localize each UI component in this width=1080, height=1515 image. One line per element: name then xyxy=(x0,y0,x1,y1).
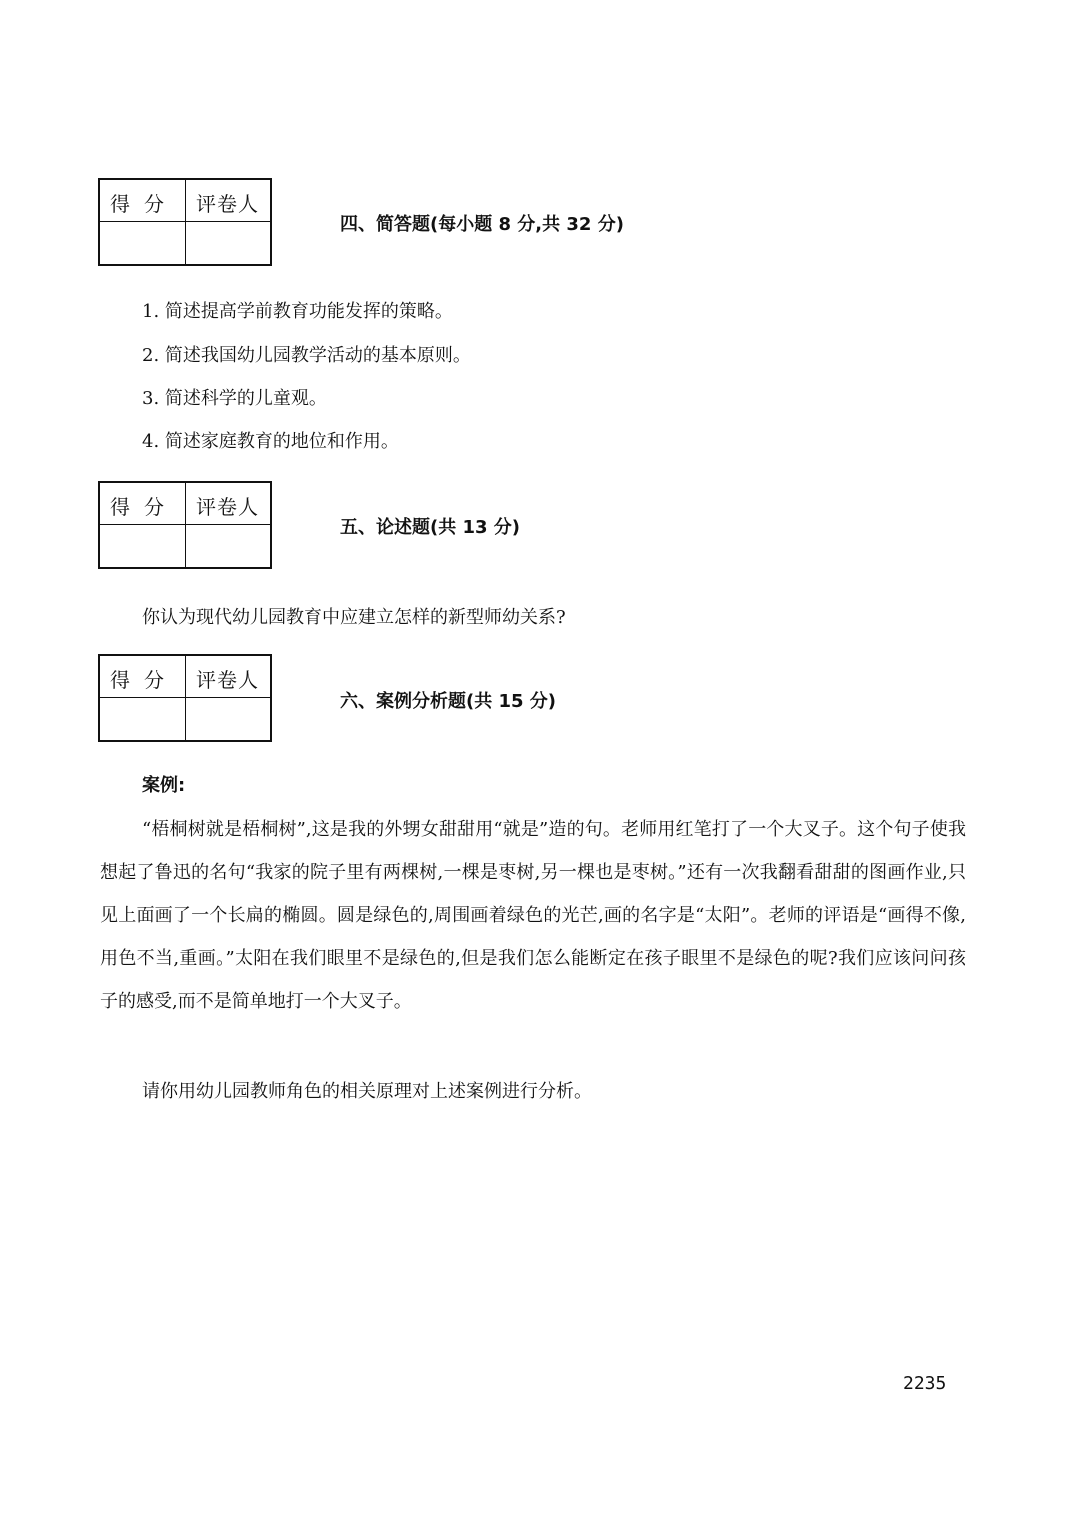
grader-label: 评卷人 xyxy=(196,192,259,216)
section-4-title: 四、简答题(每小题 8 分,共 32 分) xyxy=(340,214,624,235)
question-4-1: 1. 简述提高学前教育功能发挥的策略。 xyxy=(142,301,453,322)
section-6-title: 六、案例分析题(共 15 分) xyxy=(340,691,557,712)
score-table-section-5 xyxy=(98,481,272,569)
score-label: 得分 xyxy=(110,495,178,519)
table-divider-vertical xyxy=(185,180,186,264)
grader-label: 评卷人 xyxy=(196,668,259,692)
question-4-4: 4. 简述家庭教育的地位和作用。 xyxy=(142,431,399,452)
case-text: “梧桐树就是梧桐树”,这是我的外甥女甜甜用“就是”造的句。老师用红笔打了一个大叉子。这个句子使我想起了鲁迅的名句“我家的院子里有两棵树,一棵是枣树,另一棵也是枣树。”还有一次我翻看甜甜的图画作业,只见上面画了一个长扁的椭圆。圆是绿色的,周围画着绿色的光芒,画的名字是“太阳”。老师的评语是“画得不像,用色不当,重画。”太阳在我们眼里不是绿色的,但是我们怎么能断定在孩子眼里不是绿色的呢?我们应该问问孩子的感受,而不是简单地打一个大叉子。 xyxy=(100,819,966,1012)
question-4-2: 2. 简述我国幼儿园教学活动的基本原则。 xyxy=(142,345,471,366)
score-table-section-4 xyxy=(98,178,272,266)
case-label: 案例: xyxy=(142,775,186,796)
section-5-title: 五、论述题(共 13 分) xyxy=(340,517,521,538)
table-divider-vertical xyxy=(185,483,186,567)
page-number: 2235 xyxy=(903,1373,947,1394)
grader-label: 评卷人 xyxy=(196,495,259,519)
table-divider-vertical xyxy=(185,656,186,740)
score-table-section-6 xyxy=(98,654,272,742)
question-6: 请你用幼儿园教师角色的相关原理对上述案例进行分析。 xyxy=(142,1081,592,1102)
question-4-3: 3. 简述科学的儿童观。 xyxy=(142,388,327,409)
score-label: 得分 xyxy=(110,668,178,692)
question-5: 你认为现代幼儿园教育中应建立怎样的新型师幼关系? xyxy=(142,607,566,628)
score-label: 得分 xyxy=(110,192,178,216)
